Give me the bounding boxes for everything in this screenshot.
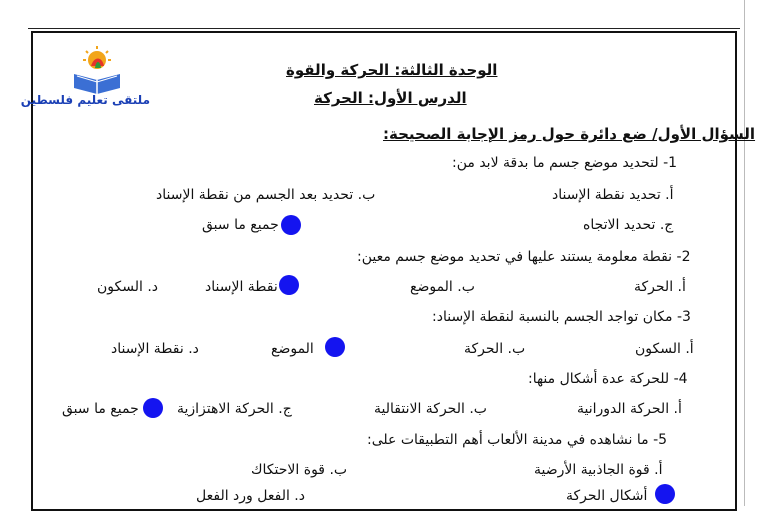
q4-option-a: أ. الحركة الدورانية (577, 401, 682, 417)
question-3-stem: 3- مكان تواجد الجسم بالنسبة لنقطة الإسناد: (432, 309, 691, 325)
q1-option-c: ج. تحديد الاتجاه (583, 217, 674, 233)
q2-option-d: د. السكون (97, 279, 159, 295)
q3-option-c: الموضع (271, 341, 314, 357)
question-2-stem: 2- نقطة معلومة يستند عليها في تحديد موضع جسم معين: (357, 249, 691, 265)
q3-option-b: ب. الحركة (464, 341, 526, 357)
q5-option-b: ب. قوة الاحتكاك (251, 462, 348, 478)
logo-text: ملتقى تعليم فلسطين (20, 93, 150, 107)
answer-circle-mark (655, 484, 675, 504)
unit-title: الوحدة الثالثة: الحركة والقوة (286, 61, 498, 79)
answer-circle-mark (325, 337, 345, 357)
q4-option-b: ب. الحركة الانتقالية (374, 401, 487, 417)
top-rule (28, 28, 740, 29)
answer-circle-mark (281, 215, 301, 235)
question-5-stem: 5- ما نشاهده في مدينة الألعاب أهم التطبيقات على: (367, 432, 668, 448)
question-4-stem: 4- للحركة عدة أشكال منها: (528, 371, 688, 387)
q1-option-d: جميع ما سبق (202, 217, 279, 233)
q3-option-d: د. نقطة الإسناد (111, 341, 199, 357)
q5-option-d: د. الفعل ورد الفعل (196, 488, 305, 504)
q2-option-c: نقطة الإسناد (205, 279, 278, 295)
q2-option-b: ب. الموضع (410, 279, 475, 295)
q3-option-a: أ. السكون (635, 341, 694, 357)
q1-option-b: ب. تحديد بعد الجسم من نقطة الإسناد (156, 187, 376, 203)
q5-option-c: أشكال الحركة (566, 488, 648, 504)
q4-option-d: جميع ما سبق (62, 401, 139, 417)
answer-circle-mark (279, 275, 299, 295)
q2-option-a: أ. الحركة (634, 279, 686, 295)
q4-option-c: ج. الحركة الاهتزازية (177, 401, 292, 417)
question-1-stem: 1- لتحديد موضع جسم ما بدقة لابد من: (452, 155, 678, 171)
scroll-edge (744, 0, 745, 506)
question-heading: السؤال الأول/ ضع دائرة حول رمز الإجابة الصحيحة: (383, 125, 756, 143)
lesson-title: الدرس الأول: الحركة (314, 89, 467, 107)
q5-option-a: أ. قوة الجاذبية الأرضية (534, 462, 663, 478)
answer-circle-mark (143, 398, 163, 418)
q1-option-a: أ. تحديد نقطة الإسناد (552, 187, 674, 203)
